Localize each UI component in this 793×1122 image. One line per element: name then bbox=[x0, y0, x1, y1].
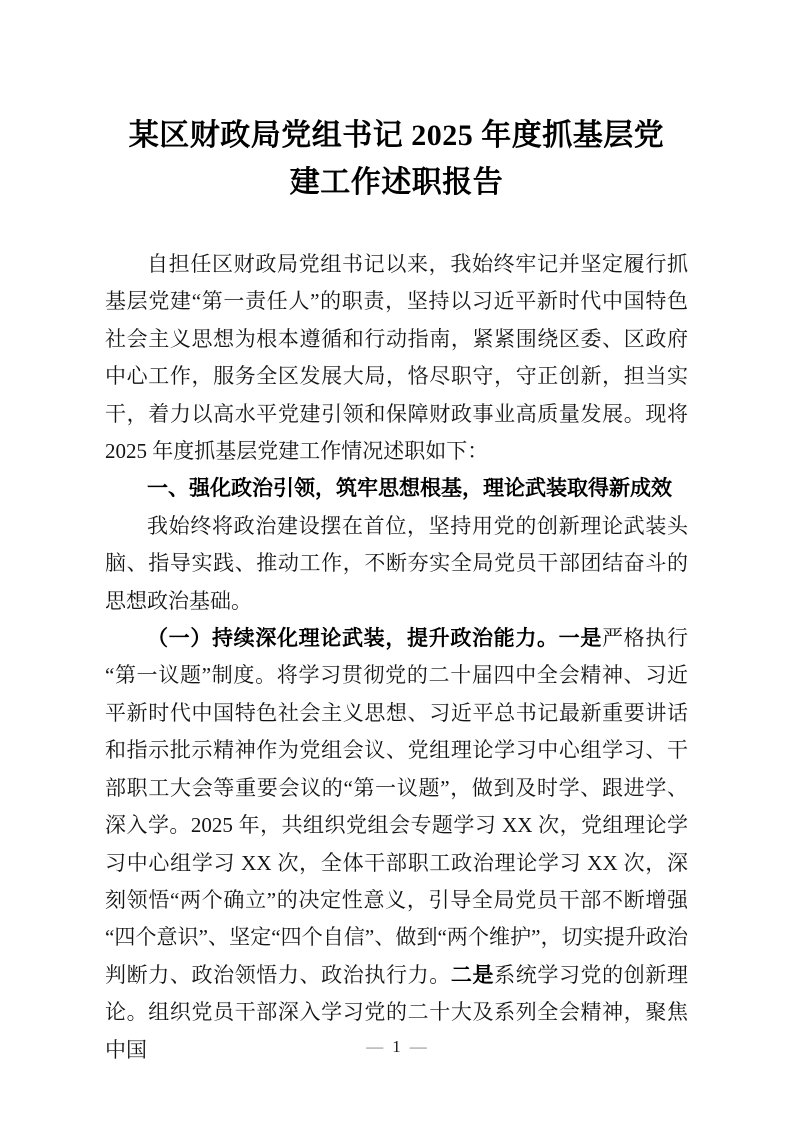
page-footer bbox=[0, 1036, 793, 1058]
paragraph-intro: 自担任区财政局党组书记以来，我始终牢记并坚定履行抓基层党建“第一责任人”的职责，坚持以习近平新时代中国特色社会主义思想为根本遵循和行动指南，紧紧围绕区委、区政府中心工作，服务全区发展大局，恪尽职守，守正创新，担当实干，着力以高水平党建引领和保障财政事业高质量发展。现将 2025 年度抓基层党建工作情况述职如下： bbox=[105, 252, 688, 464]
subsection-1-1-title: （一）持续深化理论武装，提升政治能力。 bbox=[147, 626, 559, 651]
footer-dash-left: — bbox=[366, 1037, 384, 1056]
point-text-1: 严格执行“第一议题”制度。将学习贯彻党的二十届四中全会精神、习近平新时代中国特色社会主义思想、习近平总书记最新重要讲话和指示批示精神作为党组会议、党组理论学习中心组学习、干部职工大会等重要会议的“第一议题”，做到及时学、跟进学、深入学。2025 年，共组织党组会专题学习 XX 次，党组理论学习中心组学习 XX 次，全体干部职工政治理论学习 XX 次，深刻领悟“两个确立”的决定性意义，引导全局党员干部不断增强“四个意识”、坚定“四个自信”、做到“两个维护”，切实提升政治判断力、政治领悟力、政治执行力。 bbox=[105, 626, 689, 987]
section-heading-1: 一、强化政治引领，筑牢思想根基，理论武装取得新成效 bbox=[147, 477, 672, 501]
point-marker-2: 二是 bbox=[450, 962, 495, 987]
document-title: 某区财政局党组书记 2025 年度抓基层党建工作述职报告 bbox=[128, 119, 665, 199]
point-marker-1: 一是 bbox=[558, 626, 603, 651]
footer-dash-right: — bbox=[409, 1037, 427, 1056]
paragraph-section1-lead: 我始终将政治建设摆在首位，坚持用党的创新理论武装头脑、指导实践、推动工作，不断夯实全局党员干部团结奋斗的思想政治基础。 bbox=[105, 513, 688, 613]
point-text-2: 系统学习党的创新理论。组织党员干部深入学习党的二十大及系列全会精神，聚焦中国 bbox=[105, 962, 689, 1062]
paragraph-subsection-1-1 bbox=[105, 620, 688, 1069]
page-number: 1 bbox=[392, 1037, 401, 1056]
document-body bbox=[105, 246, 688, 1069]
